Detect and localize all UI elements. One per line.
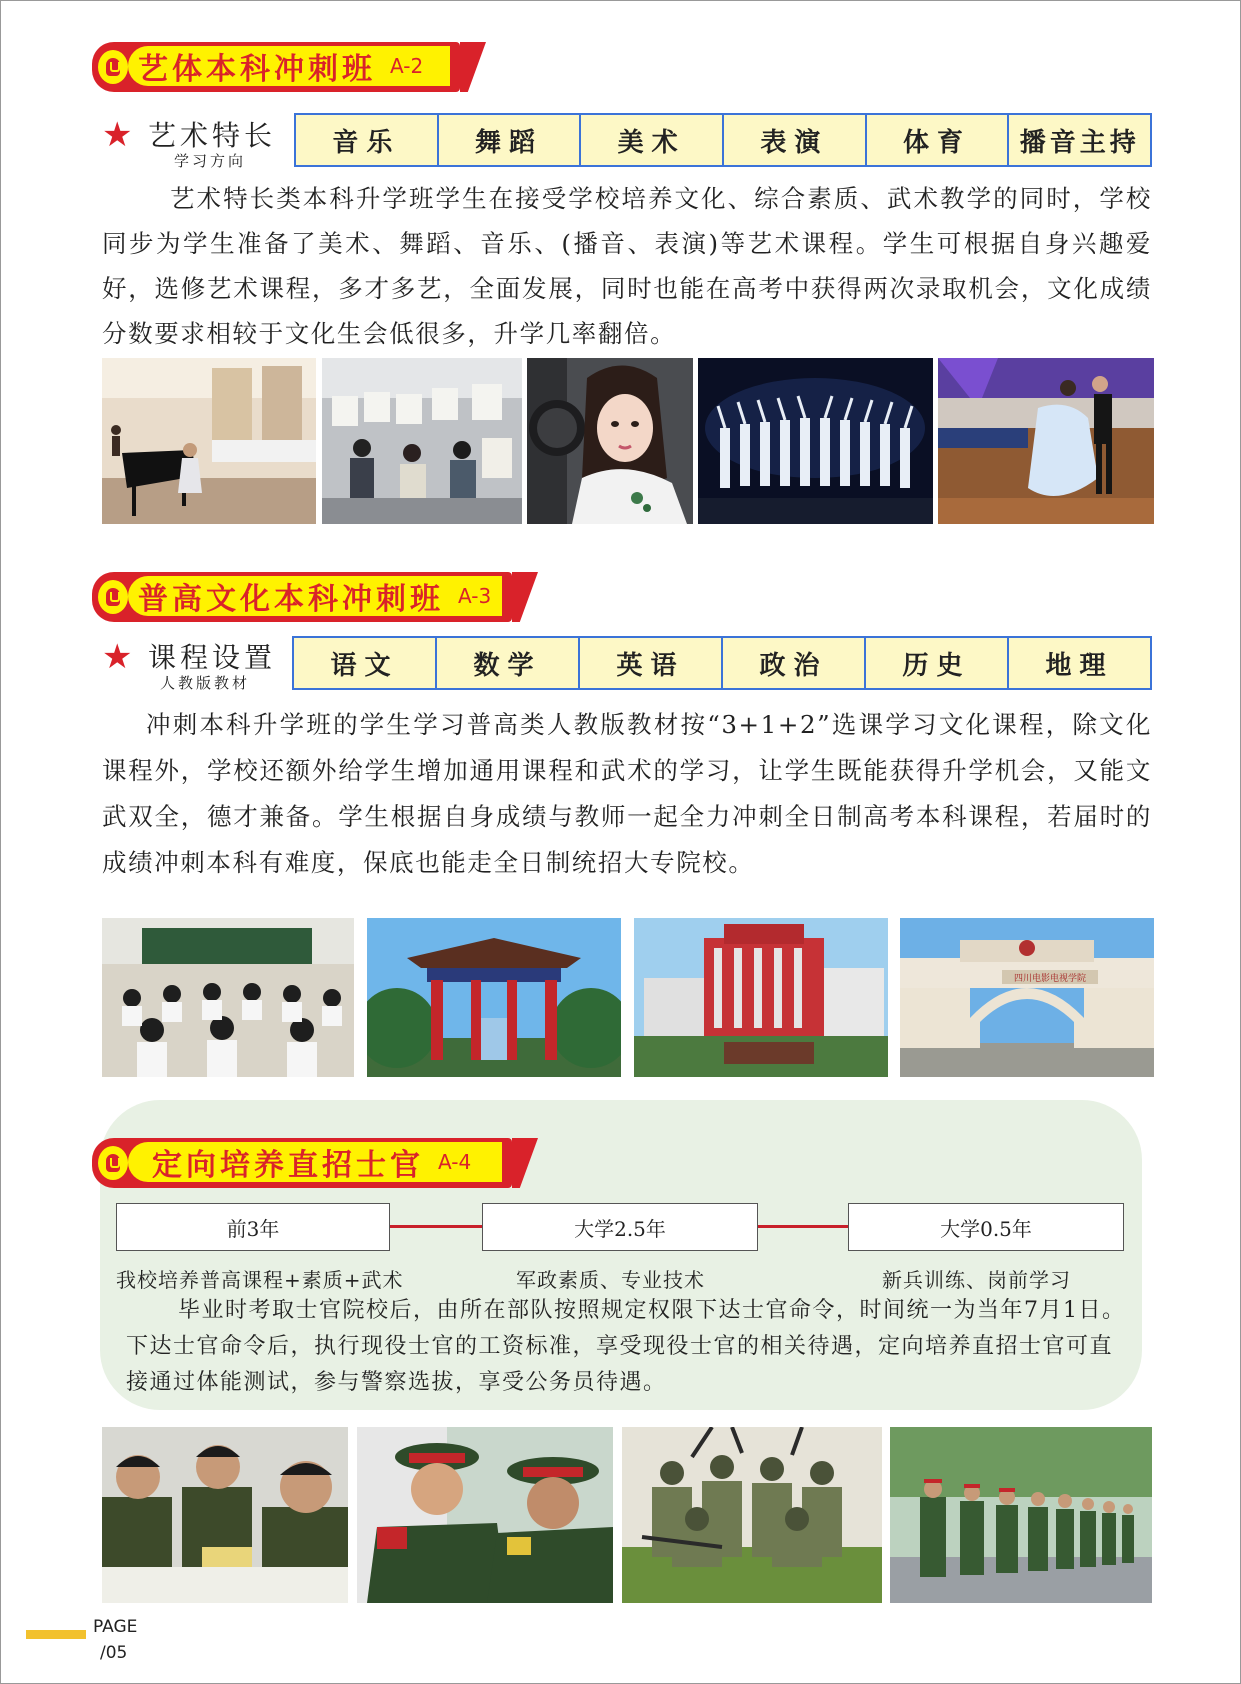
page-footer-bar xyxy=(26,1630,86,1639)
singer-recording-photo xyxy=(527,358,693,524)
section-a3-label-sub: 人教版教材 xyxy=(160,674,251,692)
soldiers-marching-photo xyxy=(890,1427,1152,1603)
dance-performance-photo xyxy=(698,358,933,524)
timeline-stage-2: 大学2.5年 xyxy=(482,1203,758,1251)
section-a2-subject-table xyxy=(294,113,1152,167)
timeline-stage-3-desc: 新兵训练、岗前学习 xyxy=(882,1268,1071,1292)
subject-cell: 政治 xyxy=(723,638,866,688)
section-a4-paragraph: 毕业时考取士官院校后，由所在部队按照规定权限下达士官命令，时间统一为当年7月1日。下达士官命令后，执行现役士官的工资标准，享受现役士官的相关待遇，定向培养直招士官可直接通过体能测试，参与警察选拔，享受公务员待遇。 xyxy=(126,1298,1126,1395)
timeline-stage-3: 大学0.5年 xyxy=(848,1203,1124,1251)
section-a3-banner xyxy=(92,572,562,622)
section-a2-label-main: 艺术特长 xyxy=(148,119,277,152)
lightbulb-icon xyxy=(98,1146,128,1180)
camouflage-training-photo xyxy=(622,1427,882,1603)
timeline-connector xyxy=(390,1225,482,1228)
subject-cell: 体育 xyxy=(867,115,1010,165)
subject-cell: 数学 xyxy=(437,638,580,688)
subject-cell: 舞蹈 xyxy=(439,115,582,165)
section-a2-label-sub: 学习方向 xyxy=(174,152,247,170)
lightbulb-icon xyxy=(98,50,128,84)
section-a3-code: A-3 xyxy=(458,584,492,608)
section-a4-banner xyxy=(92,1138,552,1188)
section-a2-title: 艺体本科冲刺班 xyxy=(138,52,376,87)
ballroom-dance-photo xyxy=(938,358,1154,524)
page-number: /05 xyxy=(100,1643,128,1663)
subject-cell: 美术 xyxy=(581,115,724,165)
subject-cell: 历史 xyxy=(866,638,1009,688)
piano-performance-photo xyxy=(102,358,316,524)
red-building-campus-photo xyxy=(634,918,888,1077)
subject-cell: 播音主持 xyxy=(1019,127,1140,158)
section-a2-code: A-2 xyxy=(390,54,424,78)
subject-cell: 表演 xyxy=(724,115,867,165)
lightbulb-icon xyxy=(98,580,128,614)
section-a3-title: 普高文化本科冲刺班 xyxy=(138,582,444,617)
timeline-stage-2-desc: 军政素质、专业技术 xyxy=(516,1268,705,1292)
timeline-stage-1: 前3年 xyxy=(116,1203,390,1251)
subject-cell: 英语 xyxy=(580,638,723,688)
gate-sign-text: 四川电影电视学院 xyxy=(1013,974,1087,984)
film-academy-gate-photo xyxy=(900,918,1154,1077)
section-a2-label xyxy=(102,114,292,172)
section-a3-paragraph: 冲刺本科升学班的学生学习普高类人教版教材按“3+1+2”选课学习文化课程，除文化课程外，学校还额外给学生增加通用课程和武术的学习，让学生既能获得升学机会，又能文武双全，德才兼备。学生根据自身成绩与教师一起全力冲刺全日制高考本科课程，若届时的成绩冲刺本科有难度，保底也能走全日制统招大专院校。 xyxy=(102,710,1152,877)
subject-cell: 语文 xyxy=(294,638,437,688)
star-icon: ★ xyxy=(102,115,133,155)
chinese-gate-photo xyxy=(367,918,621,1077)
officer-insignia-photo xyxy=(357,1427,613,1603)
section-a2-banner xyxy=(92,42,512,92)
subject-cell: 地理 xyxy=(1045,650,1114,681)
section-a3-subject-table xyxy=(292,636,1152,690)
page-label: PAGE xyxy=(93,1617,138,1637)
section-a4-title: 定向培养直招士官 xyxy=(152,1148,424,1183)
star-icon: ★ xyxy=(102,637,133,677)
section-a3-label xyxy=(102,636,292,694)
soldiers-studying-photo xyxy=(102,1427,348,1603)
section-a3-label-main: 课程设置 xyxy=(148,641,277,674)
art-class-painting-photo xyxy=(322,358,522,524)
subject-cell: 音乐 xyxy=(296,115,439,165)
section-a2-paragraph: 艺术特长类本科升学班学生在接受学校培养文化、综合素质、武术教学的同时，学校同步为学生准备了美术、舞蹈、音乐、(播音、表演)等艺术课程。学生可根据自身兴趣爱好，选修艺术课程，多才多艺，全面发展，同时也能在高考中获得两次录取机会，文化成绩分数要求相较于文化生会低很多，升学几率翻倍。 xyxy=(102,184,1152,348)
classroom-students-photo xyxy=(102,918,354,1077)
timeline-stage-1-desc: 我校培养普高课程+素质+武术 xyxy=(116,1268,404,1292)
timeline-connector xyxy=(758,1225,848,1228)
section-a4-code: A-4 xyxy=(438,1150,472,1174)
